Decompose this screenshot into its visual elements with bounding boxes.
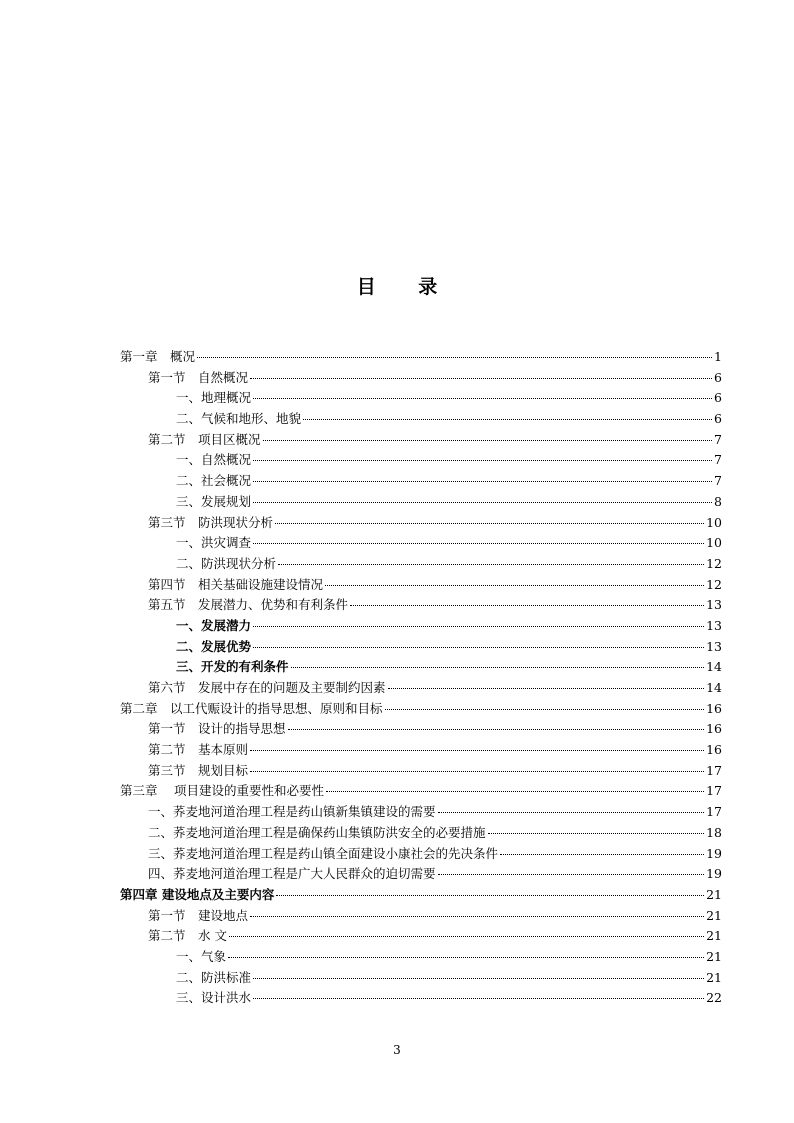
dot-leader bbox=[388, 688, 705, 689]
dot-leader bbox=[325, 585, 704, 586]
toc-entry-label: 第三节 防洪现状分析 bbox=[148, 514, 274, 530]
toc-entry[interactable] bbox=[120, 657, 722, 678]
toc-entry-page: 21 bbox=[706, 948, 722, 964]
toc-entry[interactable] bbox=[120, 988, 722, 1009]
toc-entry-page: 6 bbox=[714, 369, 722, 385]
dot-leader bbox=[253, 460, 712, 461]
toc-entry-label: 第二节 项目区概况 bbox=[148, 431, 261, 447]
toc-entry-label: 二、防洪现状分析 bbox=[176, 555, 277, 571]
toc-entry-label: 第一节 建设地点 bbox=[148, 907, 249, 923]
toc-entry-label: 一、发展潜力 bbox=[176, 617, 252, 633]
toc-entry-page: 19 bbox=[706, 845, 722, 861]
toc-entry[interactable] bbox=[120, 926, 722, 947]
toc-entry[interactable] bbox=[120, 906, 722, 927]
toc-entry[interactable] bbox=[120, 471, 722, 492]
toc-entry-page: 17 bbox=[706, 783, 722, 799]
toc-entry-page: 1 bbox=[714, 349, 722, 364]
toc-entry[interactable] bbox=[120, 533, 722, 554]
toc-entry-label: 四、荞麦地河道治理工程是广大人民群众的迫切需要 bbox=[148, 866, 436, 882]
toc-entry-label: 三、开发的有利条件 bbox=[176, 659, 289, 675]
toc-entry-page: 13 bbox=[706, 597, 722, 613]
toc-entry-label: 第一章 概况 bbox=[120, 349, 196, 364]
toc-entry-page: 14 bbox=[706, 659, 722, 675]
toc-entry-label: 二、防洪标准 bbox=[176, 969, 252, 985]
dot-leader bbox=[253, 626, 704, 627]
toc-entry-label: 二、气候和地形、地貌 bbox=[176, 411, 302, 427]
dot-leader bbox=[288, 729, 705, 730]
dot-leader bbox=[350, 605, 704, 606]
dot-leader bbox=[250, 916, 704, 917]
toc-entry[interactable] bbox=[120, 513, 722, 534]
dot-leader bbox=[303, 419, 712, 420]
dot-leader bbox=[253, 502, 712, 503]
toc-entry-label: 第一节 自然概况 bbox=[148, 369, 249, 385]
toc-entry-page: 17 bbox=[706, 762, 722, 778]
dot-leader bbox=[385, 709, 705, 710]
toc-entry[interactable] bbox=[120, 699, 722, 720]
toc-entry[interactable] bbox=[120, 409, 722, 430]
toc-entry-page: 7 bbox=[714, 473, 722, 489]
toc-entry[interactable] bbox=[120, 492, 722, 513]
toc-entry[interactable] bbox=[120, 430, 722, 451]
toc-entry-page: 10 bbox=[706, 514, 722, 530]
toc-entry[interactable] bbox=[120, 719, 722, 740]
toc-entry-label: 三、发展规划 bbox=[176, 493, 252, 509]
dot-leader bbox=[253, 978, 704, 979]
toc-entry-label: 第四节 相关基础设施建设情况 bbox=[148, 576, 324, 592]
toc-entry[interactable] bbox=[120, 781, 722, 802]
toc-entry-label: 第四章 建设地点及主要内容 bbox=[120, 886, 275, 902]
toc-entry-page: 12 bbox=[706, 576, 722, 592]
toc-entry[interactable] bbox=[120, 678, 722, 699]
toc-entry-page: 6 bbox=[714, 411, 722, 427]
toc-entry-page: 10 bbox=[706, 535, 722, 551]
toc-entry[interactable] bbox=[120, 575, 722, 596]
dot-leader bbox=[253, 481, 712, 482]
toc-entry[interactable] bbox=[120, 637, 722, 658]
dot-leader bbox=[326, 791, 704, 792]
toc-entry-label: 三、设计洪水 bbox=[176, 990, 252, 1006]
toc-entry-page: 7 bbox=[714, 431, 722, 447]
toc-entry[interactable] bbox=[120, 823, 722, 844]
toc-entry-label: 第二章 以工代赈设计的指导思想、原则和目标 bbox=[120, 700, 383, 716]
toc-entry[interactable] bbox=[120, 554, 722, 575]
toc-title: 目 录 bbox=[356, 276, 456, 298]
toc-entry[interactable] bbox=[120, 885, 722, 906]
dot-leader bbox=[253, 998, 704, 999]
dot-leader bbox=[438, 812, 705, 813]
toc-entry-page: 12 bbox=[706, 555, 722, 571]
dot-leader bbox=[291, 667, 705, 668]
toc-entry-label: 二、荞麦地河道治理工程是确保药山集镇防洪安全的必要措施 bbox=[148, 824, 486, 840]
toc-entry[interactable] bbox=[120, 347, 722, 368]
toc-entry-label: 第三章 项目建设的重要性和必要性 bbox=[120, 783, 324, 799]
dot-leader bbox=[275, 523, 704, 524]
dot-leader bbox=[250, 378, 712, 379]
dot-leader bbox=[228, 957, 704, 958]
toc-entry[interactable] bbox=[120, 388, 722, 409]
dot-leader bbox=[197, 357, 712, 358]
toc-entry-page: 22 bbox=[706, 990, 722, 1006]
toc-entry[interactable] bbox=[120, 761, 722, 782]
dot-leader bbox=[500, 854, 704, 855]
dot-leader bbox=[438, 874, 705, 875]
dot-leader bbox=[488, 833, 705, 834]
toc-entry-page: 16 bbox=[706, 700, 722, 716]
toc-entry-label: 一、自然概况 bbox=[176, 452, 252, 468]
dot-leader bbox=[278, 564, 704, 565]
toc-entry[interactable] bbox=[120, 864, 722, 885]
toc-entry[interactable] bbox=[120, 740, 722, 761]
dot-leader bbox=[250, 750, 704, 751]
toc-entry-page: 21 bbox=[706, 969, 722, 985]
toc-entry[interactable] bbox=[120, 595, 722, 616]
toc-entry-label: 第六节 发展中存在的问题及主要制约因素 bbox=[148, 680, 386, 695]
toc-entry-page: 16 bbox=[706, 742, 722, 758]
toc-entry[interactable] bbox=[120, 450, 722, 471]
toc-entry-page: 14 bbox=[706, 680, 722, 695]
toc-entry-label: 二、发展优势 bbox=[176, 638, 252, 654]
toc-entry[interactable] bbox=[120, 947, 722, 968]
toc-entry[interactable] bbox=[120, 968, 722, 989]
toc-entry[interactable] bbox=[120, 802, 722, 823]
toc-entry-label: 一、荞麦地河道治理工程是药山镇新集镇建设的需要 bbox=[148, 804, 436, 820]
toc-entry-label: 一、地理概况 bbox=[176, 390, 252, 406]
toc-entry-label: 第二节 水 文 bbox=[148, 928, 227, 944]
dot-leader bbox=[229, 936, 704, 937]
toc-entry-page: 21 bbox=[706, 907, 722, 923]
toc-entry-page: 21 bbox=[706, 886, 722, 902]
toc-entry-label: 第二节 基本原则 bbox=[148, 742, 249, 758]
toc-entry-label: 第一节 设计的指导思想 bbox=[148, 721, 286, 737]
toc-entry-label: 一、气象 bbox=[176, 948, 227, 964]
toc-entry-page: 19 bbox=[706, 866, 722, 882]
toc-entry-page: 17 bbox=[706, 804, 722, 820]
dot-leader bbox=[253, 647, 704, 648]
table-of-contents bbox=[120, 347, 722, 1009]
toc-entry[interactable] bbox=[120, 616, 722, 637]
toc-entry-label: 二、社会概况 bbox=[176, 473, 252, 489]
toc-entry-page: 6 bbox=[714, 390, 722, 406]
dot-leader bbox=[250, 771, 704, 772]
toc-entry-label: 第三节 规划目标 bbox=[148, 762, 249, 778]
page-number: 3 bbox=[393, 1043, 401, 1057]
toc-entry-label: 第五节 发展潜力、优势和有利条件 bbox=[148, 597, 349, 613]
toc-entry-page: 8 bbox=[714, 493, 722, 509]
toc-entry-page: 16 bbox=[706, 721, 722, 737]
dot-leader bbox=[253, 543, 704, 544]
dot-leader bbox=[276, 895, 704, 896]
dot-leader bbox=[253, 398, 712, 399]
toc-entry-page: 18 bbox=[706, 824, 722, 840]
toc-entry-page: 21 bbox=[706, 928, 722, 944]
toc-entry-page: 7 bbox=[714, 452, 722, 468]
toc-entry-label: 一、洪灾调查 bbox=[176, 535, 252, 551]
toc-entry[interactable] bbox=[120, 368, 722, 389]
toc-entry[interactable] bbox=[120, 844, 722, 865]
toc-entry-label: 三、荞麦地河道治理工程是药山镇全面建设小康社会的先决条件 bbox=[148, 845, 499, 861]
toc-entry-page: 13 bbox=[706, 617, 722, 633]
dot-leader bbox=[263, 440, 713, 441]
toc-entry-page: 13 bbox=[706, 638, 722, 654]
